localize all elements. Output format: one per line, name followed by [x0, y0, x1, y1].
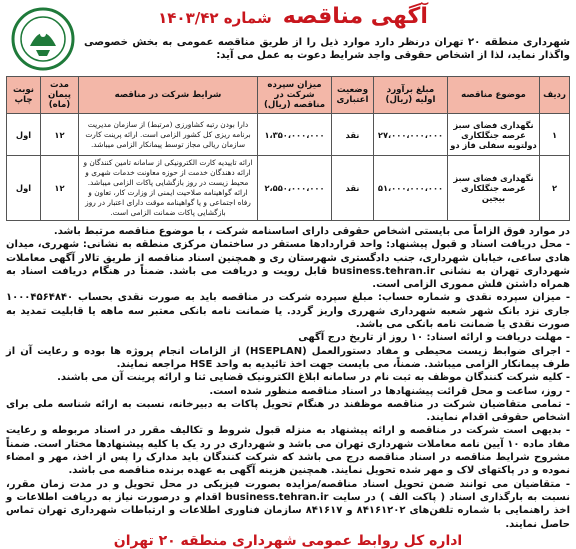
body-paragraph: - مهلت دریافت و ارائه اسناد: ۱۰ روز از تاریخ درج آگهی: [298, 332, 570, 344]
ad-body: [6, 225, 570, 531]
ad-footer: اداره کل روابط عمومی شهرداری منطقه ۲۰ تهران: [113, 532, 463, 549]
cell-deposit: ۲،۵۵۰،۰۰۰،۰۰۰: [258, 156, 332, 221]
body-paragraph: - روز، ساعت و محل قرائت پیشنهادها در اسناد مناقصه منظور شده است.: [209, 385, 570, 397]
cell-deposit: ۱،۳۵۰،۰۰۰،۰۰۰: [258, 114, 332, 156]
body-paragraph: - متقاضیان می توانند ضمن تحویل اسناد مناقصه/مزایده بصورت فیزیکی در محل تحویل و در مدت زمان مقرر، نسبت به بارگذاری اسناد ( پاکت الف ) در سایت business.tehran.ir اقدام و درصورت نیاز به دریافت اطلاعات و اخذ راهنمایی با شماره تلفن‌های ۸۴۱۶۱۲۰۲ و ۸۴۱۶۱۷ سازمان فناوری اطلاعات و ارتباطات شهرداری تهران تماس حاصل نمایند.: [6, 478, 570, 530]
title-block: [86, 4, 500, 29]
col-header-credit: وضعیت اعتباری: [332, 77, 374, 114]
tehran-municipality-logo-icon: [10, 6, 76, 72]
body-paragraph: در موارد فوق الزاماً می بایستی اشخاص حقوقی دارای اساسنامه شرکت ، با موضوع مناقصه مرتبط باشد.: [53, 226, 570, 237]
body-paragraph: - بدیهی است شرکت در مناقصه و ارائه پیشنهاد به منزله قبول شروط و تکالیف مقرر در اسناد مربوطه و رعایت مفاد ماده ۱۰ آیین نامه معاملات شهرداری تهران می باشد و شهرداری در رد یک یا کلیه پیشنهادها مختار است. ضمناً مشروح شرایط مناقصه در اسناد مناقصه درج می باشد که شرکت کنندگان باید مدارک را پس از اخذ، مهر و امضاء نموده و در پاکتهای لاک و مهر شده تحویل نمایند. همچنین هزینه آگهی به عهده برنده مناقصه می باشد.: [6, 425, 570, 477]
col-header-subject: موضوع مناقصه: [448, 77, 540, 114]
col-header-print: نوبت چاپ: [7, 77, 41, 114]
body-paragraph: - کلیه شرکت کنندگان موظف به ثبت نام در سامانه ابلاغ الکترونیک قضایی ثنا و ارائه پرینت آن می باشند.: [57, 372, 570, 384]
cell-duration: ۱۲: [41, 156, 79, 221]
cell-conditions: ارائه تاییدیه کارت الکترونیکی از سامانه تامین کنندگان و ارائه دهندگان خدمت از حوزه معاونت خدمات شهری و محیط زیست در روز بازگشایی پاکات الزامی میباشد. ارائه گواهینامه صلاحیت ایمنی از وزارت کار، تعاون و رفاه اجتماعی و یا گواهینامه موقت دارای اعتبار در روز بازگشایی پاکات ضمانت الزامی است.: [79, 156, 258, 221]
cell-credit: نقد: [332, 156, 374, 221]
ad-title: آگهی مناقصه: [282, 4, 428, 29]
intro-text: شهرداری منطقه ۲۰ تهران درنظر دارد موارد ذیل را از طریق مناقصه عمومی به بخش خصوصی واگذار نماید، لذا از اشخاص حقوقی واجد شرایط دعوت به عمل می آید:: [84, 37, 571, 61]
cell-duration: ۱۲: [41, 114, 79, 156]
cell-subject: نگهداری فضای سبز عرصه جنگلکاری بیجین: [448, 156, 540, 221]
body-paragraph: - تمامی متقاضیان شرکت در مناقصه موظفند در هنگام تحویل پاکات به دبیرخانه، نسبت به ارائه شناسه ملی برای اشخاص حقوقی اقدام نمایند.: [6, 398, 570, 424]
cell-estimate: ۵۱،۰۰۰،۰۰۰،۰۰۰: [374, 156, 448, 221]
col-header-conditions: شرایط شرکت در مناقصه: [79, 77, 258, 114]
cell-credit: نقد: [332, 114, 374, 156]
table-row: [7, 114, 570, 156]
intro-block: [84, 32, 570, 62]
ad-header: [6, 4, 570, 62]
cell-no: ۲: [540, 156, 570, 221]
ad-number: شماره ۱۴۰۳/۴۲: [158, 9, 272, 27]
body-paragraph: - محل دریافت اسناد و قبول پیشنهاد: واحد قراردادها مستقر در ساختمان مرکزی منطقه به نشانی: شهرری، میدان هادی ساعی، خیابان شهرداری، جنب دادگستری شهرستان ری و همچنین اسناد مناقصه از طریق تالار آگهی معاملات شهرداری تهران به نشانی business.tehran.ir قابل رویت و دریافت می باشد. ضمناً در هنگام دریافت اسناد به همراه داشتن فلش مموری الزامی است.: [6, 239, 571, 291]
cell-print: اول: [7, 156, 41, 221]
cell-subject: نگهداری فضای سبز عرصه جنگلکاری دولتویه سفلی فاز دو: [448, 114, 540, 156]
cell-no: ۱: [540, 114, 570, 156]
cell-print: اول: [7, 114, 41, 156]
cell-conditions: دارا بودن رتبه کشاورزی (مرتبط) از سازمان مدیریت برنامه ریزی کل کشور الزامی است. ارائه پرینت کارت سازمان ریالی مجاز توسط پیمانکار الزامی میباشد.: [79, 114, 258, 156]
cell-estimate: ۲۷،۰۰۰،۰۰۰،۰۰۰: [374, 114, 448, 156]
tender-table: [6, 76, 570, 221]
col-header-estimate: مبلغ برآورد اولیه (ریال): [374, 77, 448, 114]
col-header-duration: مدت پیمان (ماه): [41, 77, 79, 114]
table-row: [7, 156, 570, 221]
col-header-no: ردیف: [540, 77, 570, 114]
table-header-row: [7, 77, 570, 114]
body-paragraph: - میزان سپرده نقدی و شماره حساب: مبلغ سپرده شرکت در مناقصه باید به صورت نقدی بحساب ۱۰۰۰۴۵۶۴۸۴۰ جاری نزد بانک شهر شعبه شهرداری شهرری واریز گردد. یا ضمانت نامه بانکی معتبر سه ماهه یا قابلیت تمدید به صورت نقدی یا ضمانت نامه بانکی می باشد.: [6, 292, 570, 331]
body-paragraph: - اجرای ضوابط زیست محیطی و مفاد دستورالعمل (HSEPLAN) از الزامات انجام پروژه ها بوده و رعایت آن از طرف پیمانکار الزامی میباشد. ضمناً، می بایست جهت اخذ تائیدیه به واحد HSE مراجعه نمایند.: [6, 345, 570, 370]
col-header-deposit: میزان سپرده شرکت در مناقصه (ریال): [258, 77, 332, 114]
